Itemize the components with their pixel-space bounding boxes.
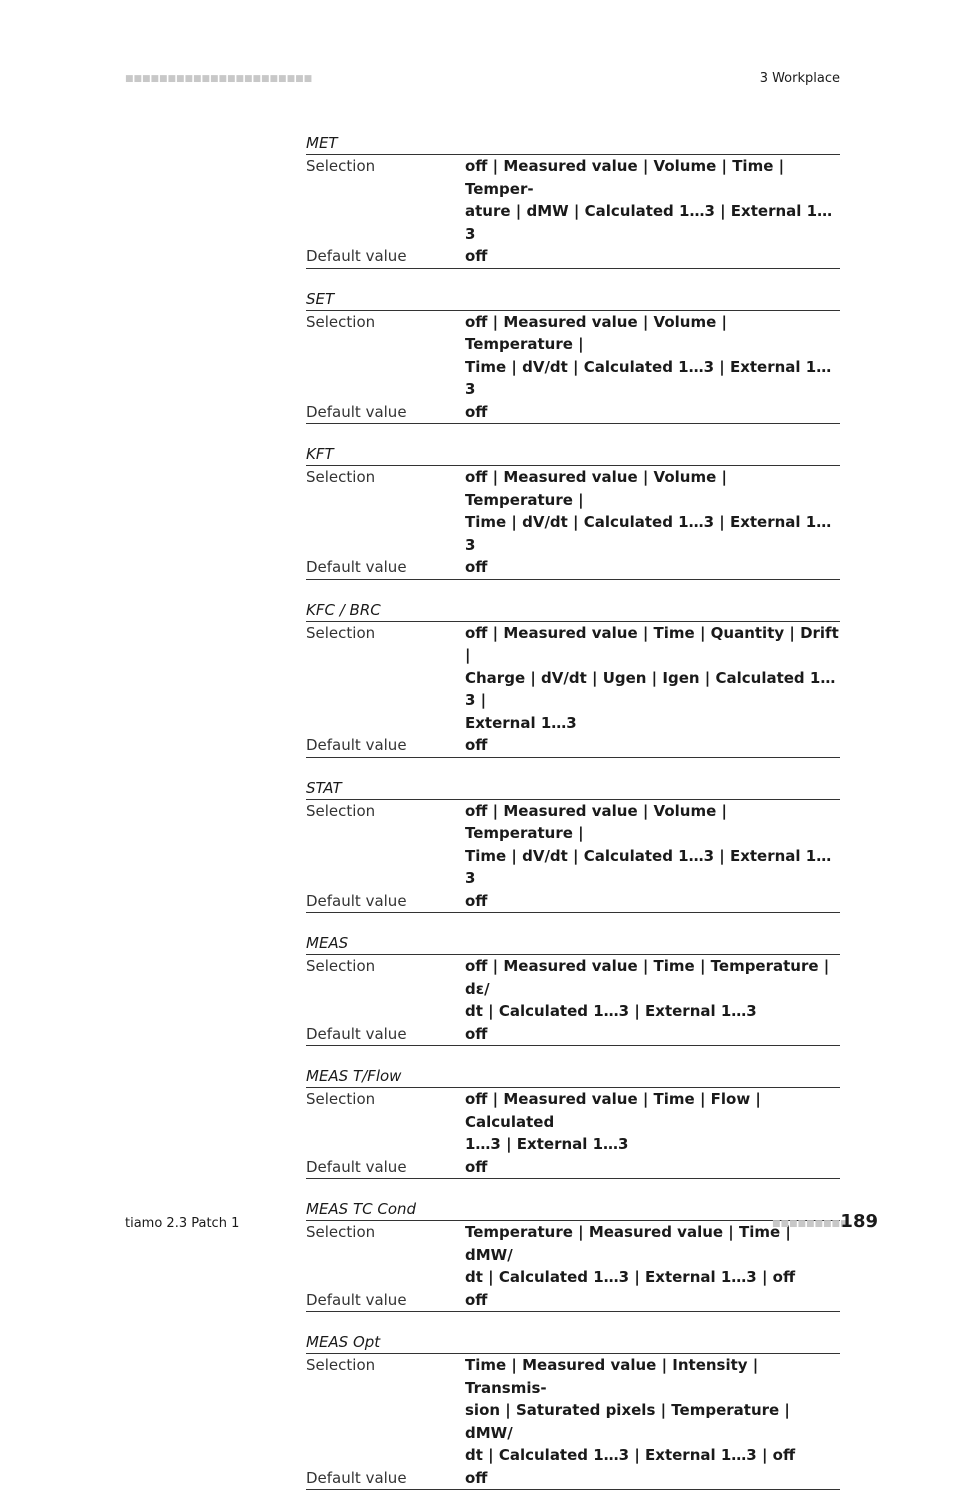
default-row [306, 556, 840, 579]
default-row [306, 890, 840, 913]
default-row [306, 401, 840, 424]
chapter-title: 3 Workplace [759, 71, 840, 86]
selection-label: Selection [306, 1090, 376, 1108]
parameter-section [306, 289, 840, 425]
section-title: MEAS T/Flow [306, 1066, 840, 1088]
section-title: MET [306, 133, 840, 155]
selection-value [465, 1354, 840, 1467]
default-row [306, 1023, 840, 1046]
selection-label: Selection [306, 157, 376, 175]
selection-value [465, 955, 840, 1023]
section-divider [306, 757, 840, 758]
selection-line: External 1…3 [465, 713, 577, 732]
selection-line: dt | Calculated 1…3 | External 1…3 | off [465, 1446, 796, 1464]
selection-line: 1…3 | External 1…3 [465, 1135, 629, 1153]
default-value: off [465, 891, 488, 910]
selection-label: Selection [306, 623, 376, 642]
selection-row [306, 622, 840, 735]
footer-decoration: ■■■■■■■■■ [772, 1219, 849, 1229]
parameter-list [306, 133, 840, 1510]
selection-row [306, 466, 840, 556]
selection-line: off | Measured value | Volume | Temperature | [465, 312, 727, 353]
parameter-section [306, 133, 840, 269]
selection-value [465, 622, 840, 735]
parameter-section [306, 600, 840, 758]
section-title: KFT [306, 444, 840, 466]
selection-line: off | Measured value | Volume | Temperature | [465, 801, 727, 842]
default-value: off [465, 1290, 488, 1309]
selection-value [465, 800, 840, 890]
section-title: MEAS Opt [306, 1332, 840, 1354]
default-value: off [465, 1157, 488, 1176]
selection-line: off | Measured value | Time | Temperature | dε/ [465, 957, 830, 998]
default-value: off [465, 1468, 488, 1487]
section-title: STAT [306, 778, 840, 800]
selection-line: off | Measured value | Volume | Temperature | [465, 468, 727, 509]
selection-row [306, 1354, 840, 1467]
section-divider [306, 268, 840, 269]
default-value: off [465, 402, 488, 421]
default-label: Default value [306, 736, 407, 754]
selection-value [465, 311, 840, 401]
selection-line: Time | dV/dt | Calculated 1…3 | External 1…3 [465, 357, 832, 398]
selection-line: off | Measured value | Time | Quantity | Drift | [465, 623, 839, 664]
selection-row [306, 800, 840, 890]
selection-value [465, 1221, 840, 1289]
section-divider [306, 1178, 840, 1179]
default-row [306, 1467, 840, 1490]
default-label: Default value [306, 558, 407, 576]
parameter-section [306, 1199, 840, 1312]
section-title: MEAS [306, 933, 840, 955]
selection-line: Charge | dV/dt | Ugen | Igen | Calculated 1…3 | [465, 668, 836, 709]
header-decoration: ■■■■■■■■■■■■■■■■■■■■■■ [125, 74, 313, 84]
selection-label: Selection [306, 801, 376, 820]
section-divider [306, 912, 840, 913]
default-value: off [465, 558, 488, 576]
selection-row [306, 311, 840, 401]
default-value: off [465, 1024, 488, 1043]
selection-line: off | Measured value | Time | Flow | Calculated [465, 1090, 761, 1131]
selection-line: Time | Measured value | Intensity | Transmis- [465, 1356, 759, 1397]
selection-line: Time | dV/dt | Calculated 1…3 | External 1…3 [465, 846, 832, 887]
default-label: Default value [306, 247, 407, 265]
default-label: Default value [306, 1468, 407, 1487]
default-row [306, 1156, 840, 1179]
parameter-section [306, 778, 840, 914]
selection-line: Time | dV/dt | Calculated 1…3 | External 1…3 [465, 513, 832, 554]
section-title: KFC / BRC [306, 600, 840, 622]
section-title: MEAS TC Cond [306, 1199, 840, 1221]
default-value: off [465, 736, 488, 754]
selection-label: Selection [306, 957, 376, 975]
selection-line: dt | Calculated 1…3 | External 1…3 [465, 1002, 757, 1020]
selection-label: Selection [306, 312, 376, 331]
selection-label: Selection [306, 1223, 376, 1241]
parameter-section [306, 1332, 840, 1490]
selection-row [306, 1221, 840, 1289]
default-label: Default value [306, 402, 407, 421]
section-divider [306, 1045, 840, 1046]
selection-line: ature | dMW | Calculated 1…3 | External 1…3 [465, 202, 833, 243]
section-divider [306, 579, 840, 580]
parameter-section [306, 933, 840, 1046]
default-label: Default value [306, 1290, 407, 1309]
selection-label: Selection [306, 1356, 376, 1374]
product-name: tiamo 2.3 Patch 1 [125, 1216, 240, 1231]
page-number: 189 [840, 1211, 878, 1232]
section-divider [306, 423, 840, 424]
default-value: off [465, 247, 488, 265]
default-label: Default value [306, 891, 407, 910]
section-divider [306, 1489, 840, 1490]
default-label: Default value [306, 1157, 407, 1176]
selection-row [306, 155, 840, 245]
parameter-section [306, 444, 840, 580]
selection-line: Temperature | Measured value | Time | dMW/ [465, 1223, 791, 1264]
selection-label: Selection [306, 468, 376, 486]
selection-value [465, 1088, 840, 1156]
default-row [306, 734, 840, 757]
selection-row [306, 1088, 840, 1156]
parameter-section [306, 1066, 840, 1179]
default-row [306, 245, 840, 268]
selection-line: sion | Saturated pixels | Temperature | dMW/ [465, 1401, 790, 1442]
default-row [306, 1289, 840, 1312]
selection-value [465, 155, 840, 245]
default-label: Default value [306, 1024, 407, 1043]
selection-line: off | Measured value | Volume | Time | Temper- [465, 157, 785, 198]
selection-row [306, 955, 840, 1023]
selection-line: dt | Calculated 1…3 | External 1…3 | off [465, 1268, 796, 1286]
section-title: SET [306, 289, 840, 311]
selection-value [465, 466, 840, 556]
section-divider [306, 1311, 840, 1312]
